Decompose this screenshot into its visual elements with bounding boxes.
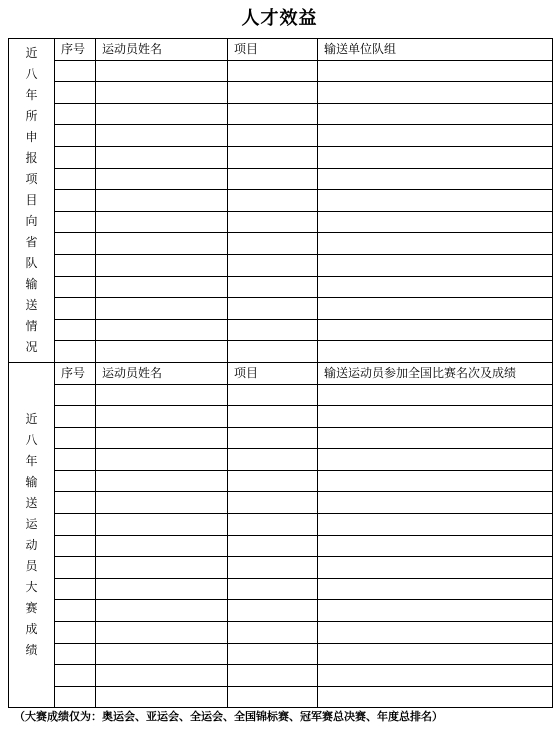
table-cell[interactable] (228, 319, 318, 341)
table-cell[interactable] (55, 103, 96, 125)
section2-column-header: 项目 (228, 362, 318, 384)
table-cell[interactable] (96, 211, 228, 233)
table-row (9, 298, 553, 320)
table-cell[interactable] (228, 190, 318, 212)
table-cell[interactable] (55, 557, 96, 579)
table-cell[interactable] (318, 622, 553, 644)
table-cell[interactable] (96, 686, 228, 708)
table-cell[interactable] (96, 643, 228, 665)
section1-column-header: 运动员姓名 (96, 39, 228, 61)
table-cell[interactable] (55, 298, 96, 320)
table-cell[interactable] (55, 146, 96, 168)
table-cell[interactable] (96, 233, 228, 255)
table-cell[interactable] (96, 470, 228, 492)
table-cell[interactable] (318, 449, 553, 471)
table-cell[interactable] (55, 82, 96, 104)
table-cell[interactable] (96, 492, 228, 514)
table-cell[interactable] (228, 578, 318, 600)
table-cell[interactable] (55, 60, 96, 82)
table-cell[interactable] (228, 276, 318, 298)
table-row (9, 449, 553, 471)
section1-side-label (9, 39, 55, 363)
table-row (9, 470, 553, 492)
table-row (9, 276, 553, 298)
table-cell[interactable] (318, 492, 553, 514)
table-cell[interactable] (318, 341, 553, 363)
table-cell[interactable] (96, 298, 228, 320)
table-cell[interactable] (318, 686, 553, 708)
section2-column-header: 输送运动员参加全国比赛名次及成绩 (318, 362, 553, 384)
table-cell[interactable] (55, 449, 96, 471)
talent-benefit-table (8, 38, 553, 708)
table-cell[interactable] (55, 492, 96, 514)
table-cell[interactable] (55, 211, 96, 233)
table-cell[interactable] (55, 470, 96, 492)
table-cell[interactable] (318, 211, 553, 233)
table-row (9, 665, 553, 687)
table-cell[interactable] (96, 82, 228, 104)
table-row (9, 622, 553, 644)
table-cell[interactable] (96, 254, 228, 276)
table-cell[interactable] (55, 341, 96, 363)
table-cell[interactable] (55, 578, 96, 600)
table-cell[interactable] (96, 190, 228, 212)
table-row (9, 427, 553, 449)
table-cell[interactable] (318, 103, 553, 125)
table-cell[interactable] (55, 233, 96, 255)
table-row (9, 578, 553, 600)
table-cell[interactable] (318, 60, 553, 82)
table-cell[interactable] (96, 146, 228, 168)
table-row (9, 492, 553, 514)
table-cell[interactable] (228, 492, 318, 514)
table-cell[interactable] (96, 406, 228, 428)
table-cell[interactable] (318, 82, 553, 104)
table-row (9, 254, 553, 276)
footnote: （大赛成绩仅为：奥运会、亚运会、全运会、全国锦标赛、冠军赛总决赛、年度总排名） (14, 710, 443, 723)
table-cell[interactable] (318, 470, 553, 492)
table-cell[interactable] (96, 168, 228, 190)
table-cell[interactable] (55, 622, 96, 644)
table-cell[interactable] (55, 686, 96, 708)
table-cell[interactable] (318, 643, 553, 665)
table-cell[interactable] (318, 319, 553, 341)
section2-side-label (9, 362, 55, 708)
table-cell[interactable] (318, 125, 553, 147)
table-cell[interactable] (55, 535, 96, 557)
table-cell[interactable] (228, 643, 318, 665)
table-cell[interactable] (96, 557, 228, 579)
table-row (9, 190, 553, 212)
table-cell[interactable] (318, 384, 553, 406)
table-cell[interactable] (228, 427, 318, 449)
table-cell[interactable] (228, 125, 318, 147)
table-cell[interactable] (318, 276, 553, 298)
table-cell[interactable] (228, 600, 318, 622)
table-cell[interactable] (96, 60, 228, 82)
table-row (9, 514, 553, 536)
table-row (9, 82, 553, 104)
table-cell[interactable] (96, 125, 228, 147)
table-row (9, 384, 553, 406)
table-cell[interactable] (228, 384, 318, 406)
table-row (9, 643, 553, 665)
table-row (9, 103, 553, 125)
table-cell[interactable] (228, 146, 318, 168)
table-cell[interactable] (96, 622, 228, 644)
table-cell[interactable] (318, 233, 553, 255)
table-cell[interactable] (96, 514, 228, 536)
table-cell[interactable] (318, 557, 553, 579)
table-cell[interactable] (55, 643, 96, 665)
table-cell[interactable] (55, 168, 96, 190)
table-cell[interactable] (318, 427, 553, 449)
table-cell[interactable] (318, 578, 553, 600)
table-cell[interactable] (96, 427, 228, 449)
table-cell[interactable] (318, 406, 553, 428)
table-cell[interactable] (96, 665, 228, 687)
table-cell[interactable] (228, 233, 318, 255)
section1-column-header: 输送单位队组 (318, 39, 553, 61)
table-row (9, 60, 553, 82)
table-cell[interactable] (318, 298, 553, 320)
table-row (9, 168, 553, 190)
table-cell[interactable] (96, 341, 228, 363)
table-row (9, 686, 553, 708)
table-cell[interactable] (228, 470, 318, 492)
table-cell[interactable] (318, 168, 553, 190)
table-cell[interactable] (318, 514, 553, 536)
table-cell[interactable] (55, 190, 96, 212)
table-cell[interactable] (228, 60, 318, 82)
table-cell[interactable] (96, 384, 228, 406)
table-cell[interactable] (55, 319, 96, 341)
table-row (9, 535, 553, 557)
table-cell[interactable] (318, 665, 553, 687)
table-row (9, 125, 553, 147)
table-cell[interactable] (55, 600, 96, 622)
table-cell[interactable] (228, 535, 318, 557)
section2-side-label-text: 近八年输送运动员大赛成绩 (25, 412, 38, 658)
table-cell[interactable] (228, 254, 318, 276)
table-cell[interactable] (228, 557, 318, 579)
table-row (9, 146, 553, 168)
section1-column-header: 序号 (55, 39, 96, 61)
table-cell[interactable] (55, 427, 96, 449)
table-row (9, 341, 553, 363)
table-cell[interactable] (228, 211, 318, 233)
section2-header-row (9, 362, 553, 384)
table-row (9, 557, 553, 579)
table-cell[interactable] (318, 600, 553, 622)
table-cell[interactable] (96, 319, 228, 341)
table-cell[interactable] (228, 298, 318, 320)
table-row (9, 406, 553, 428)
table-cell[interactable] (55, 406, 96, 428)
table-cell[interactable] (228, 341, 318, 363)
table-cell[interactable] (96, 600, 228, 622)
table-cell[interactable] (228, 622, 318, 644)
table-cell[interactable] (228, 665, 318, 687)
section1-header-row (9, 39, 553, 61)
table-cell[interactable] (55, 276, 96, 298)
table-cell[interactable] (318, 146, 553, 168)
table-cell[interactable] (228, 449, 318, 471)
table-cell[interactable] (228, 103, 318, 125)
section1-column-header: 项目 (228, 39, 318, 61)
page-title: 人才效益 (241, 8, 318, 29)
section1-side-label-text: 近八年所申报项目向省队输送情况 (25, 45, 38, 354)
table-row (9, 319, 553, 341)
table-cell[interactable] (228, 686, 318, 708)
table-cell[interactable] (55, 514, 96, 536)
table-cell[interactable] (318, 190, 553, 212)
table-cell[interactable] (96, 578, 228, 600)
table-cell[interactable] (55, 254, 96, 276)
table-cell[interactable] (96, 103, 228, 125)
table-row (9, 233, 553, 255)
table-cell[interactable] (96, 449, 228, 471)
table-cell[interactable] (96, 276, 228, 298)
table-cell[interactable] (228, 514, 318, 536)
table-cell[interactable] (228, 168, 318, 190)
table-cell[interactable] (55, 665, 96, 687)
table-cell[interactable] (228, 406, 318, 428)
table-cell[interactable] (55, 125, 96, 147)
table-cell[interactable] (228, 82, 318, 104)
section2-column-header: 运动员姓名 (96, 362, 228, 384)
table-cell[interactable] (96, 535, 228, 557)
table-cell[interactable] (318, 254, 553, 276)
table-row (9, 211, 553, 233)
table-cell[interactable] (55, 384, 96, 406)
table-cell[interactable] (318, 535, 553, 557)
section2-column-header: 序号 (55, 362, 96, 384)
table-row (9, 600, 553, 622)
